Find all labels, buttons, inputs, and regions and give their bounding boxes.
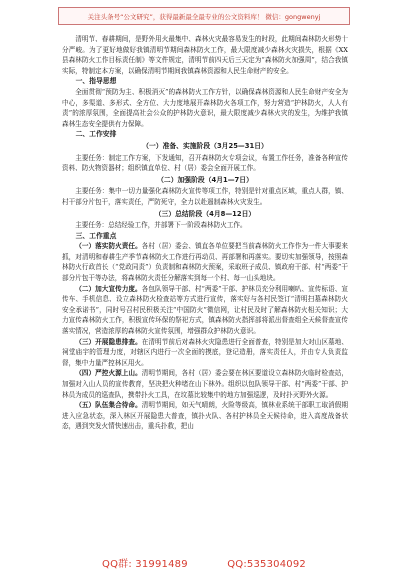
focus-item-lead: （三）开展隐患排查。 xyxy=(75,337,142,346)
focus-item-text: 清明节期间，各村（居）委会要在林区要道设立森林防火临时检查站，加强对入山人员的宣传教育，坚决把火种堵在山下林外。组织以包队领导干部、村“两委”干部、护林员为成员的巡查队，携带扑火工具，在坟墓比较集中的地方加强巡逻，及时扑灭野外火源。 xyxy=(62,369,349,399)
guiding-thought-paragraph: 全面贯彻“预防为主、积极消灭”的森林防火工作方针，以确保森林资源和人民生命财产安全为中心，多渠道、多形式、全方位、大力度地展开森林防火各项工作，努力营造“护林防火，人人有责”的浓厚氛围，全面提高社会公众的护林防火意识，最大限度减少森林火灾的发生，为维护我镇森林生态安全提供有力保障。 xyxy=(62,87,348,128)
focus-item-lead: （五）队伍集合待命。 xyxy=(75,401,142,410)
focus-item-lead: （四）严控火源上山。 xyxy=(75,369,142,378)
focus-item-lead: （一）落实防火责任。 xyxy=(75,242,142,251)
focus-item-lead: （二）加大宣传力度。 xyxy=(75,284,142,293)
phase-strengthen-paragraph: 主要任务：集中一切力量强化森林防火宣传等项工作，特别是针对重点区域，重点人群，镇、村干部分片包干，落实责任，严防死守，全力以赴遏制森林火灾发生。 xyxy=(62,187,348,206)
qq-number-text: QQ:535304092 xyxy=(227,559,306,570)
focus-item-text: 各村（居）委会、镇直各单位要把当前森林防火工作作为一件大事要来抓，对清明和春耕生产季节森林防火工作进行再动员、再部署和再落实。要切实加强领导，按照森林防火行政首长（“党政同责”）负责制和森林防火预案，采取班子成员、镇政府干部、村“两委”干部分片包干等办法，将森林防火责任分解落实到每一个村、每一山头地块。 xyxy=(62,242,349,283)
promo-banner xyxy=(58,7,350,25)
focus-item-standby xyxy=(62,400,348,432)
phase-heading-strengthen: （二）加强阶段（4月1—7日） xyxy=(157,175,253,184)
phase-summary-paragraph: 主要任务：总结经验工作，并部署下一阶段森林防火工作。 xyxy=(75,221,247,230)
promo-banner-text: 关注头条号“公文研究”，获得最新最全最专业的公文资料库！ 微信：gongwenyj xyxy=(87,12,321,21)
focus-item-text: 在清明节前后对森林火灾隐患进行全面普查，特别是加大对山区墓地、祠堂庙宇的管理力度，对辖区内进行一次全面的摸底，登记造册，落实责任人，并由专人负责监督，集中力量严控林区用火。 xyxy=(62,337,349,367)
focus-item-text: 各包队领导干部、村“两委”干部、护林员充分利用喇叭、宣传标语、宣传车、手机信息、设立森林防火检查站等方式进行宣传，落实好与各村民签订“清明扫墓森林防火安全承诺书”，同时号召村民积极关注“中国防火”微信网，让村民及时了解森林防火相关知识；大力宣传森林防火工作，积极宣传环保的祭祀方式，镇森林防火指挥部将派出督查组全天候督查宣传落实情况，营造浓厚的森林防火宣传氛围，增强群众护林防火意识。 xyxy=(62,284,349,336)
focus-item-responsibility xyxy=(62,241,348,283)
intro-paragraph: 清明节、春耕期间，是野外用火最集中、森林火灾最容易发生的时段，此期间森林防火形势十分严峻。为了更好地做好我镇清明节期间森林防火工作，最大限度减少森林火灾损失，根据《XX县森林防火工作目标责任制》等文件规定，清明节前四天后三天定为“森林防火加强周”，结合我镇实际，特制定本方案，以确保清明节期间我镇森林资源和人民生命财产的安全。 xyxy=(62,35,348,75)
qq-group-text: QQ群: 31991489 xyxy=(102,559,188,570)
phase-prepare-paragraph: 主要任务：制定工作方案，下发通知，召开森林防火专项会议，布置工作任务，准备各种宣传资料、防火物资器材；组织镇直单位、村（居）委会全面开展工作。 xyxy=(62,153,348,173)
section-heading-work-focus: 三、工作重点 xyxy=(75,231,117,240)
focus-item-hazard-check xyxy=(62,337,348,369)
phase-heading-summary: （三）总结阶段（4月8—12日） xyxy=(154,209,256,218)
focus-item-fire-control xyxy=(62,368,348,400)
section-heading-guiding-thought: 一、指导思想 xyxy=(75,77,117,86)
contact-footer xyxy=(0,555,408,570)
focus-item-publicity xyxy=(62,284,348,337)
focus-item-text: 清明节期间，如天气晴朗，火险等级高，镇林业系统干部职工取消假期进入应急状态，深入林区开展隐患大普查，镇扑火队、各村护林员全天候待命，进入高度战备状态，遇到突发火情快速出击，重兵扑救，把山 xyxy=(62,401,349,431)
section-heading-work-arrangement: 二、工作安排 xyxy=(75,130,117,139)
phase-heading-prepare: （一）准备、实施阶段（3月25—31日） xyxy=(142,141,268,150)
document-body xyxy=(62,34,348,432)
